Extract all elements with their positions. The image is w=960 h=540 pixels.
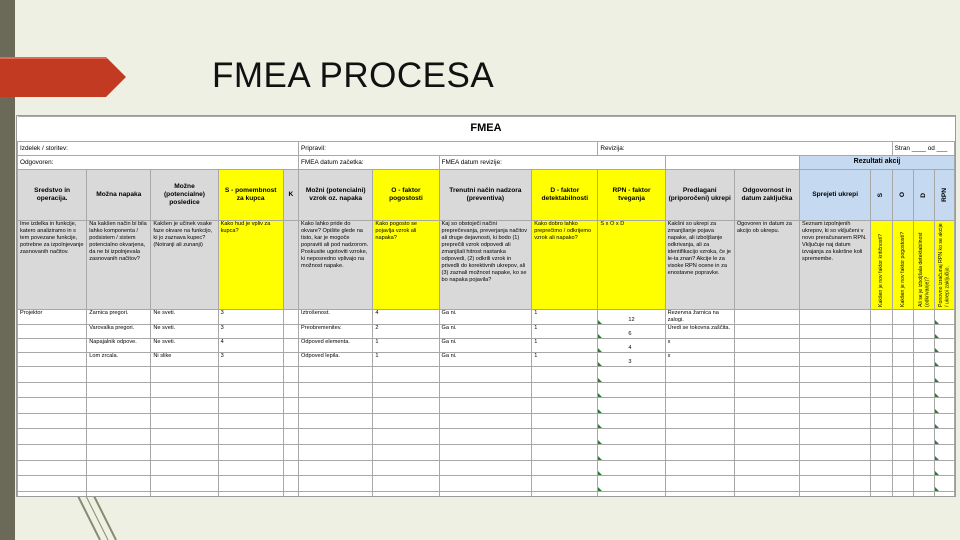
empty-cell[interactable]: [299, 491, 373, 497]
empty-cell[interactable]: [151, 491, 218, 497]
empty-row: [18, 460, 955, 476]
col-header: [935, 170, 955, 221]
empty-cell[interactable]: [18, 366, 87, 382]
col-description: Ime izdelka in funkcije, katero analiziramo in s tem povezane funkcije, potrebne za izpolnjevanje zasnovanih načitov.: [18, 221, 87, 310]
cell-o[interactable]: 1: [373, 338, 439, 352]
empty-cell[interactable]: [218, 413, 283, 429]
col-header: Odgovornost in datum zaključka: [734, 170, 799, 221]
col-header: Trenutni način nadzora (preventiva): [439, 170, 532, 221]
cell-sprejeti[interactable]: [800, 338, 871, 352]
empty-cell[interactable]: [935, 491, 955, 497]
cell-ukrepi[interactable]: Uredi se tokovna zaščita.: [665, 324, 734, 338]
col-description: Seznam izpolnjenih ukrepov, ki so vključeni v novo preračunanem RPN. Vključuje naj datum izvajanja za kakršne koli spremembe.: [800, 221, 871, 310]
empty-cell[interactable]: [800, 366, 871, 382]
desc-rpn: Ponovno izračunaj RPN ko se akcije / ukrepi zaključijo.: [938, 223, 951, 307]
cell-odgovornost[interactable]: [734, 352, 799, 366]
col-description: Ogovoren in datum za akcijo ob ukrepu.: [734, 221, 799, 310]
empty-cell[interactable]: [734, 460, 799, 476]
cell-d[interactable]: 1: [532, 352, 598, 366]
cell-ukrepi[interactable]: Rezervna žarnica na zalogi.: [665, 310, 734, 325]
empty-cell[interactable]: [373, 382, 439, 398]
empty-cell[interactable]: [87, 413, 151, 429]
empty-cell[interactable]: [373, 429, 439, 445]
cell-sredstvo[interactable]: [18, 324, 87, 338]
slide-title: FMEA PROCESA: [212, 56, 495, 95]
empty-cell[interactable]: [914, 429, 935, 445]
empty-cell[interactable]: [598, 413, 665, 429]
empty-cell[interactable]: [665, 413, 734, 429]
empty-cell[interactable]: [87, 398, 151, 414]
cell-d[interactable]: 1: [532, 324, 598, 338]
empty-cell[interactable]: [299, 366, 373, 382]
empty-cell[interactable]: [800, 476, 871, 492]
empty-cell[interactable]: [800, 491, 871, 497]
empty-cell[interactable]: [299, 429, 373, 445]
empty-cell[interactable]: [299, 444, 373, 460]
empty-cell[interactable]: [18, 491, 87, 497]
form-title: FMEA: [18, 117, 955, 142]
empty-cell[interactable]: [151, 444, 218, 460]
empty-cell[interactable]: [935, 398, 955, 414]
empty-cell[interactable]: [914, 413, 935, 429]
empty-cell[interactable]: [598, 398, 665, 414]
cell-s[interactable]: 3: [218, 324, 283, 338]
empty-cell[interactable]: [439, 398, 532, 414]
col-header: Možni (potencialni) vzrok oz. napaka: [299, 170, 373, 221]
empty-cell[interactable]: [299, 398, 373, 414]
col-description: Kako lahko pride do okvare? Opišite glede na tisto, kar je mogoče popraviti ali pod nadzorom. Poskusite ugotoviti vzroke, ki neposredno vplivajo na možnost napake.: [299, 221, 373, 310]
col-description: [892, 221, 913, 310]
cell-o[interactable]: 4: [373, 310, 439, 325]
empty-cell[interactable]: [151, 476, 218, 492]
col-header: D - faktor detektabilnosti: [532, 170, 598, 221]
cell-rpn[interactable]: 12: [598, 310, 665, 325]
cell-napaka[interactable]: Varovalka pregori.: [87, 324, 151, 338]
empty-cell[interactable]: [87, 491, 151, 497]
empty-cell[interactable]: [892, 398, 913, 414]
cell-new-o[interactable]: [892, 352, 913, 366]
empty-cell[interactable]: [373, 491, 439, 497]
empty-cell[interactable]: [871, 366, 892, 382]
empty-cell[interactable]: [18, 429, 87, 445]
empty-cell[interactable]: [218, 476, 283, 492]
cell-sredstvo[interactable]: Projektor: [18, 310, 87, 325]
col-description: Kaj so obstoječi načini preprečevanja, preverjanja načitov ali druge dejavnosti, ki bodo (1) preprečili vzrok odpovedi ali zmanjšali hitrost nastanka odpovedi, (2) odkrili vzrok in privedli do korektivnih ukrepov, ali (3) zaznali možnost napake, ko se bo napaka pojavila?: [439, 221, 532, 310]
empty-cell[interactable]: [439, 429, 532, 445]
empty-cell[interactable]: [665, 429, 734, 445]
table-row: [18, 324, 955, 338]
cell-rpn[interactable]: 6: [598, 324, 665, 338]
empty-cell[interactable]: [892, 382, 913, 398]
empty-cell[interactable]: [871, 382, 892, 398]
empty-cell[interactable]: [734, 382, 799, 398]
col-header-o: O: [898, 192, 906, 198]
empty-cell[interactable]: [283, 382, 298, 398]
desc-d: Ali se je izboljšala detektabilnost (odkrivanje)?: [917, 232, 931, 307]
cell-new-s[interactable]: [871, 324, 892, 338]
col-description: Kako hud je vpliv za kupca?: [218, 221, 283, 310]
cell-odgovornost[interactable]: [734, 324, 799, 338]
empty-cell[interactable]: [800, 382, 871, 398]
empty-cell[interactable]: [373, 413, 439, 429]
col-header: [871, 170, 892, 221]
empty-cell[interactable]: [892, 366, 913, 382]
empty-cell[interactable]: [87, 460, 151, 476]
col-header: [914, 170, 935, 221]
col-header: O - faktor pogostosti: [373, 170, 439, 221]
col-header: Možna napaka: [87, 170, 151, 221]
cell-rpn[interactable]: 4: [598, 338, 665, 352]
empty-cell[interactable]: [871, 429, 892, 445]
cell-posledice[interactable]: Ne sveti.: [151, 338, 218, 352]
empty-cell[interactable]: [935, 366, 955, 382]
cell-sprejeti[interactable]: [800, 324, 871, 338]
cell-sprejeti[interactable]: [800, 310, 871, 325]
empty-cell[interactable]: [598, 491, 665, 497]
empty-cell[interactable]: [532, 413, 598, 429]
col-header-s: S: [877, 192, 885, 198]
empty-cell[interactable]: [87, 429, 151, 445]
empty-cell[interactable]: [598, 476, 665, 492]
cell-new-rpn[interactable]: [935, 352, 955, 366]
empty-cell[interactable]: [299, 382, 373, 398]
empty-cell[interactable]: [439, 382, 532, 398]
table-row: [18, 338, 955, 352]
empty-cell[interactable]: [18, 398, 87, 414]
cell-new-rpn[interactable]: [935, 324, 955, 338]
cell-posledice[interactable]: Ni slike: [151, 352, 218, 366]
cell-nadzor[interactable]: Ga ni.: [439, 324, 532, 338]
empty-cell[interactable]: [373, 366, 439, 382]
col-header: Sprejeti ukrepi: [800, 170, 871, 221]
empty-cell[interactable]: [87, 476, 151, 492]
desc-s: Kakšen je nov faktor kritičnosti?: [878, 234, 885, 307]
empty-cell[interactable]: [532, 429, 598, 445]
empty-cell[interactable]: [283, 460, 298, 476]
empty-cell[interactable]: [734, 491, 799, 497]
cell-vzrok[interactable]: Odpoved lepila.: [299, 352, 373, 366]
empty-cell[interactable]: [800, 398, 871, 414]
pripravil-field[interactable]: Pripravil:: [299, 142, 598, 156]
empty-cell[interactable]: [871, 460, 892, 476]
empty-cell[interactable]: [439, 366, 532, 382]
rezultati-akcij-header: Rezultati akcij: [800, 156, 955, 170]
empty-cell[interactable]: [373, 460, 439, 476]
empty-row: [18, 398, 955, 414]
empty-cell[interactable]: [734, 413, 799, 429]
col-description: [935, 221, 955, 310]
empty-cell[interactable]: [439, 413, 532, 429]
empty-cell[interactable]: [283, 476, 298, 492]
col-description: Kako dobro lahko preprečimo / odkrijemo vzrok ali napako?: [532, 221, 598, 310]
empty-row: [18, 444, 955, 460]
empty-cell[interactable]: [87, 382, 151, 398]
cell-new-d[interactable]: [914, 324, 935, 338]
cell-s[interactable]: 4: [218, 338, 283, 352]
cell-new-d[interactable]: [914, 310, 935, 325]
empty-cell[interactable]: [87, 366, 151, 382]
empty-cell[interactable]: [18, 413, 87, 429]
empty-cell[interactable]: [439, 491, 532, 497]
col-description: [283, 221, 298, 310]
fmea-table: [17, 116, 955, 497]
empty-cell[interactable]: [18, 460, 87, 476]
empty-cell[interactable]: [218, 444, 283, 460]
cell-s[interactable]: 3: [218, 352, 283, 366]
empty-cell[interactable]: [299, 413, 373, 429]
table-row: [18, 352, 955, 366]
col-header: Sredstvo in operacija.: [18, 170, 87, 221]
empty-cell[interactable]: [373, 444, 439, 460]
empty-cell[interactable]: [871, 398, 892, 414]
cell-sprejeti[interactable]: [800, 352, 871, 366]
empty-row: [18, 476, 955, 492]
cell-new-s[interactable]: [871, 310, 892, 325]
cell-napaka[interactable]: Napajalnik odpove.: [87, 338, 151, 352]
cell-new-rpn[interactable]: [935, 338, 955, 352]
empty-cell[interactable]: [734, 429, 799, 445]
cell-new-d[interactable]: [914, 352, 935, 366]
empty-cell[interactable]: [871, 413, 892, 429]
title-arrow-shape: [0, 57, 126, 97]
cell-sredstvo[interactable]: [18, 338, 87, 352]
datum-zacetka-field[interactable]: FMEA datum začetka:: [299, 156, 440, 170]
cell-k[interactable]: [283, 352, 298, 366]
cell-new-d[interactable]: [914, 338, 935, 352]
empty-cell[interactable]: [373, 476, 439, 492]
cell-nadzor[interactable]: Ga ni.: [439, 338, 532, 352]
col-header-d: D: [920, 192, 928, 198]
cell-k[interactable]: [283, 324, 298, 338]
empty-cell[interactable]: [914, 460, 935, 476]
empty-cell[interactable]: [665, 491, 734, 497]
empty-cell[interactable]: [218, 460, 283, 476]
empty-row: [18, 382, 955, 398]
empty-rows: [18, 366, 955, 497]
empty-cell[interactable]: [734, 398, 799, 414]
cell-new-s[interactable]: [871, 352, 892, 366]
empty-cell[interactable]: [218, 366, 283, 382]
col-description: Kakšni so ukrepi za zmanjšanje pojava napake, ali izboljšanje odkrivanja, ali za identifikacijo vzroka, če je le-ta znan? Akcije le za visoke RPN ocene in za enostavne popravke.: [665, 221, 734, 310]
col-description: Kako pogosto se pojavlja vzrok ali napaka?: [373, 221, 439, 310]
empty-cell[interactable]: [373, 398, 439, 414]
empty-cell[interactable]: [151, 398, 218, 414]
cell-new-o[interactable]: [892, 324, 913, 338]
empty-cell[interactable]: [532, 491, 598, 497]
empty-cell[interactable]: [935, 382, 955, 398]
empty-row: [18, 413, 955, 429]
empty-cell[interactable]: [935, 413, 955, 429]
empty-cell[interactable]: [734, 476, 799, 492]
empty-cell[interactable]: [892, 413, 913, 429]
empty-cell[interactable]: [892, 460, 913, 476]
cell-posledice[interactable]: Ne sveti.: [151, 324, 218, 338]
col-description: S x O x D: [598, 221, 665, 310]
empty-cell[interactable]: [914, 398, 935, 414]
cell-o[interactable]: 1: [373, 352, 439, 366]
empty-cell[interactable]: [598, 460, 665, 476]
empty-cell[interactable]: [665, 460, 734, 476]
empty-cell[interactable]: [598, 382, 665, 398]
col-description: Na kakšen način bi bila lahko komponenta / podsistem / sistem potencialno okvarjena, da ne bi izpolnjevala zasnovanih načitov?: [87, 221, 151, 310]
empty-cell[interactable]: [18, 382, 87, 398]
empty-cell[interactable]: [439, 460, 532, 476]
col-header: RPN - faktor tveganja: [598, 170, 665, 221]
empty-row: [18, 429, 955, 445]
empty-cell[interactable]: [734, 366, 799, 382]
empty-cell[interactable]: [18, 444, 87, 460]
cell-vzrok[interactable]: Preobremenitev.: [299, 324, 373, 338]
cell-sredstvo[interactable]: [18, 352, 87, 366]
empty-cell[interactable]: [892, 476, 913, 492]
empty-cell[interactable]: [299, 460, 373, 476]
cell-nadzor[interactable]: Ga ni.: [439, 352, 532, 366]
empty-cell[interactable]: [532, 382, 598, 398]
empty-cell[interactable]: [283, 444, 298, 460]
empty-cell[interactable]: [532, 366, 598, 382]
empty-cell[interactable]: [935, 460, 955, 476]
empty-cell[interactable]: [892, 444, 913, 460]
cell-odgovornost[interactable]: [734, 310, 799, 325]
empty-cell[interactable]: [800, 444, 871, 460]
revizija-field[interactable]: Revizija:: [598, 142, 892, 156]
col-description: Kakšen je učinek vsake faze okvare na funkcijo, ki jo zaznava kupec? (Notranji ali zunanji): [151, 221, 218, 310]
empty-cell[interactable]: [283, 429, 298, 445]
empty-cell[interactable]: [665, 382, 734, 398]
empty-cell[interactable]: [914, 491, 935, 497]
empty-cell[interactable]: [598, 444, 665, 460]
empty-cell[interactable]: [299, 476, 373, 492]
empty-cell[interactable]: [914, 444, 935, 460]
cell-vzrok[interactable]: Odpoved elementa.: [299, 338, 373, 352]
empty-cell[interactable]: [283, 398, 298, 414]
empty-cell[interactable]: [665, 366, 734, 382]
empty-cell[interactable]: [151, 460, 218, 476]
col-header: [892, 170, 913, 221]
cell-k[interactable]: [283, 310, 298, 325]
empty-cell[interactable]: [871, 444, 892, 460]
cell-new-o[interactable]: [892, 310, 913, 325]
empty-cell[interactable]: [935, 444, 955, 460]
empty-cell[interactable]: [439, 444, 532, 460]
empty-cell[interactable]: [151, 382, 218, 398]
empty-cell[interactable]: [665, 444, 734, 460]
col-description: [871, 221, 892, 310]
empty-cell[interactable]: [800, 429, 871, 445]
cell-new-rpn[interactable]: [935, 310, 955, 325]
empty-cell[interactable]: [283, 413, 298, 429]
col-header-rpn: RPN: [940, 188, 948, 202]
empty-cell[interactable]: [665, 398, 734, 414]
cell-odgovornost[interactable]: [734, 338, 799, 352]
empty-cell[interactable]: [914, 382, 935, 398]
empty-cell[interactable]: [598, 429, 665, 445]
empty-cell[interactable]: [914, 476, 935, 492]
empty-row: [18, 491, 955, 497]
empty-cell[interactable]: [532, 460, 598, 476]
cell-o[interactable]: 2: [373, 324, 439, 338]
cell-posledice[interactable]: Ne sveti.: [151, 310, 218, 325]
cell-napaka[interactable]: Lom zrcala.: [87, 352, 151, 366]
cell-new-o[interactable]: [892, 338, 913, 352]
empty-cell[interactable]: [151, 429, 218, 445]
empty-cell[interactable]: [800, 460, 871, 476]
cell-vzrok[interactable]: Iztrošenost.: [299, 310, 373, 325]
empty-cell[interactable]: [283, 366, 298, 382]
empty-cell[interactable]: [18, 476, 87, 492]
empty-row: [18, 366, 955, 382]
odgovoren-field[interactable]: Odgovoren:: [18, 156, 299, 170]
empty-cell[interactable]: [892, 491, 913, 497]
table-row: [18, 310, 955, 325]
empty-cell[interactable]: [151, 413, 218, 429]
col-header: Predlagani (priporočeni) ukrepi: [665, 170, 734, 221]
empty-cell[interactable]: [218, 382, 283, 398]
cell-s[interactable]: 3: [218, 310, 283, 325]
empty-cell[interactable]: [665, 476, 734, 492]
empty-cell[interactable]: [871, 491, 892, 497]
empty-cell[interactable]: [218, 398, 283, 414]
empty-cell[interactable]: [598, 366, 665, 382]
cell-nadzor[interactable]: Ga ni.: [439, 310, 532, 325]
empty-cell[interactable]: [532, 444, 598, 460]
col-header: K: [283, 170, 298, 221]
empty-cell[interactable]: [87, 444, 151, 460]
empty-cell[interactable]: [914, 366, 935, 382]
cell-new-s[interactable]: [871, 338, 892, 352]
col-header: Možne (potencialne) posledice: [151, 170, 218, 221]
empty-cell[interactable]: [439, 476, 532, 492]
empty-cell[interactable]: [218, 429, 283, 445]
col-description: [914, 221, 935, 310]
empty-cell[interactable]: [734, 444, 799, 460]
desc-o: Kakšen je nov faktor pogostosti?: [899, 232, 906, 307]
empty-cell[interactable]: [532, 398, 598, 414]
empty-cell[interactable]: [283, 491, 298, 497]
empty-cell[interactable]: [892, 429, 913, 445]
empty-cell[interactable]: [532, 476, 598, 492]
cell-rpn[interactable]: 3: [598, 352, 665, 366]
blank-field: [665, 156, 799, 170]
empty-cell[interactable]: [871, 476, 892, 492]
izdelek-field[interactable]: Izdelek / storitev:: [18, 142, 299, 156]
empty-cell[interactable]: [935, 429, 955, 445]
datum-revizije-field[interactable]: FMEA datum revizije:: [439, 156, 665, 170]
stran-field[interactable]: Stran ____ od ___: [892, 142, 954, 156]
cell-d[interactable]: 1: [532, 310, 598, 325]
empty-cell[interactable]: [218, 491, 283, 497]
fmea-spreadsheet: [16, 115, 956, 497]
col-header: S - pomembnost za kupca: [218, 170, 283, 221]
empty-cell[interactable]: [800, 413, 871, 429]
cell-d[interactable]: 1: [532, 338, 598, 352]
empty-cell[interactable]: [935, 476, 955, 492]
cell-ukrepi[interactable]: x: [665, 338, 734, 352]
cell-k[interactable]: [283, 338, 298, 352]
empty-cell[interactable]: [151, 366, 218, 382]
cell-ukrepi[interactable]: x: [665, 352, 734, 366]
cell-napaka[interactable]: Žarnica pregori.: [87, 310, 151, 325]
